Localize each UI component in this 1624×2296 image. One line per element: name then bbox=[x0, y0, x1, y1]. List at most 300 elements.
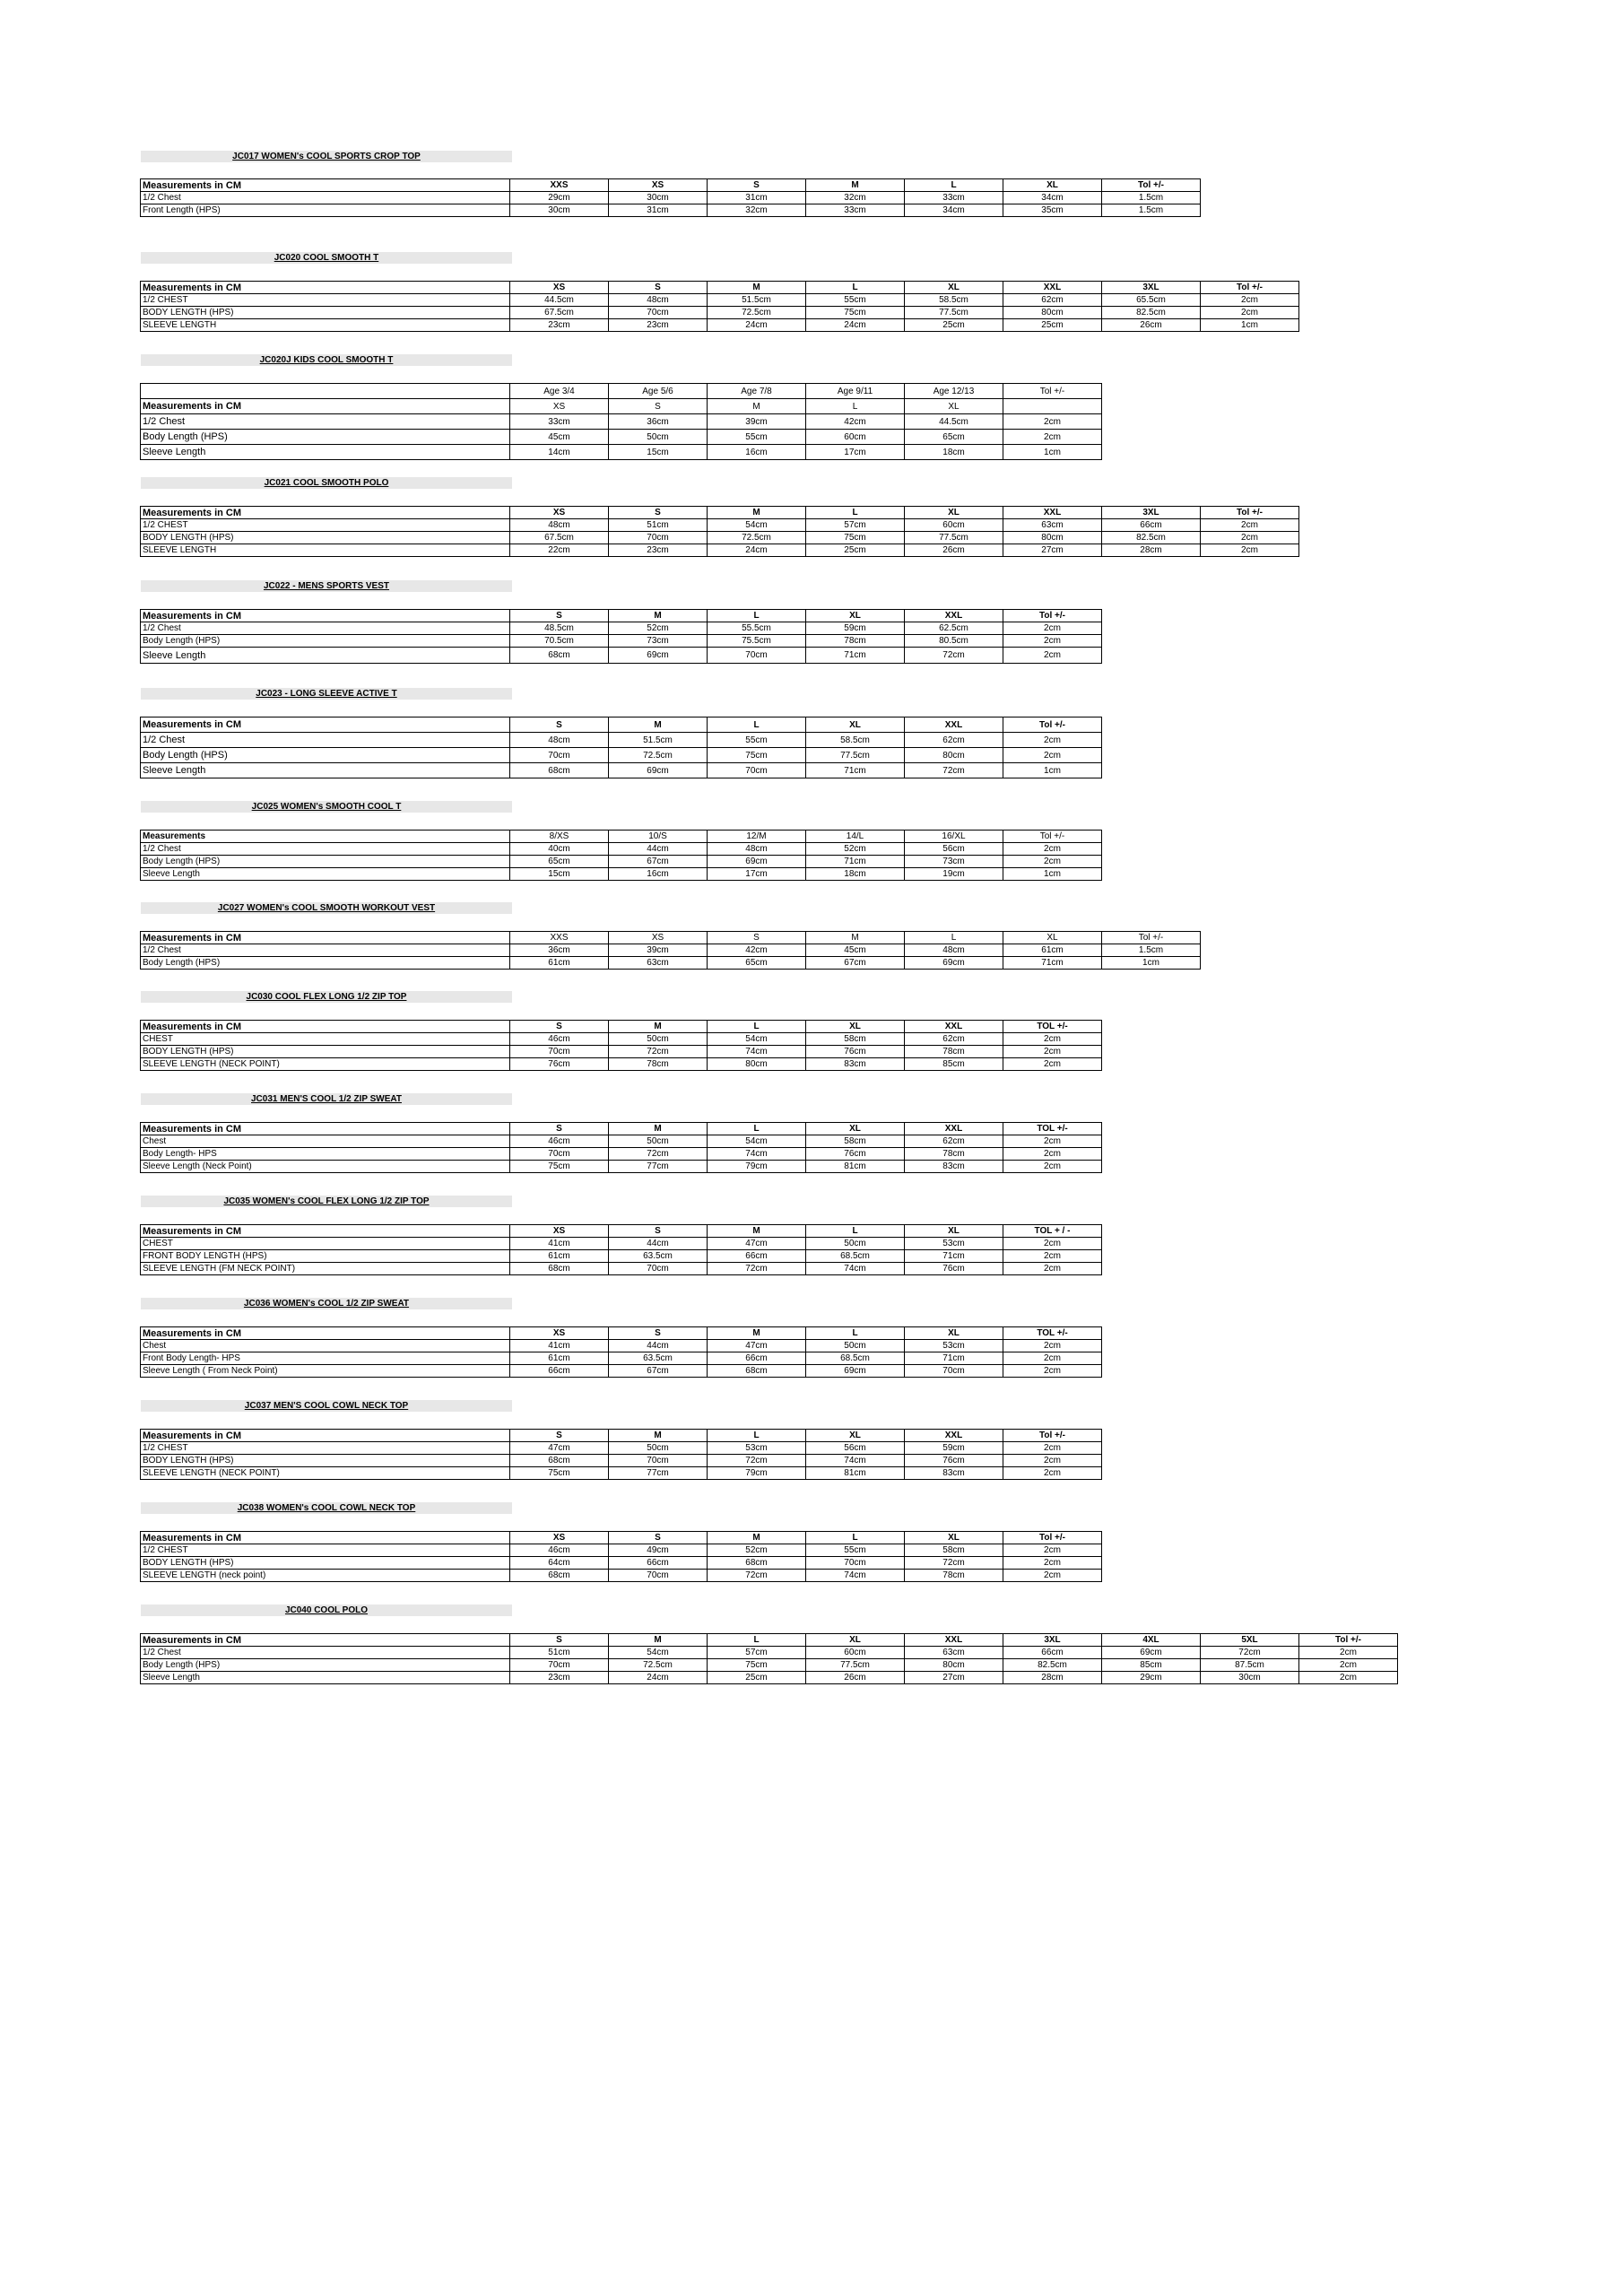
value-cell: 70cm bbox=[510, 748, 609, 763]
value-cell: Tol +/- bbox=[1003, 610, 1102, 622]
row-label-cell: Sleeve Length ( From Neck Point) bbox=[141, 1365, 510, 1378]
value-cell: 55cm bbox=[806, 294, 905, 307]
row-label-cell: Measurements in CM bbox=[141, 932, 510, 944]
row-label-cell: 1/2 CHEST bbox=[141, 294, 510, 307]
value-cell: 1.5cm bbox=[1102, 204, 1201, 217]
value-cell: 18cm bbox=[806, 868, 905, 881]
table-row bbox=[141, 1263, 1102, 1275]
row-label-cell: Sleeve Length bbox=[141, 1672, 510, 1684]
value-cell: 80cm bbox=[905, 1659, 1003, 1672]
value-cell: 70cm bbox=[510, 1046, 609, 1058]
value-cell: 17cm bbox=[708, 868, 806, 881]
value-cell: 69cm bbox=[905, 957, 1003, 970]
section-title-jc036: JC036 WOMEN's COOL 1/2 ZIP SWEAT bbox=[141, 1298, 512, 1309]
table-header-row bbox=[141, 1430, 1102, 1442]
table-row bbox=[141, 648, 1102, 664]
value-cell: 70cm bbox=[806, 1557, 905, 1570]
value-cell: XS bbox=[609, 932, 708, 944]
value-cell: 2cm bbox=[1003, 1135, 1102, 1148]
section-title-jc031: JC031 MEN'S COOL 1/2 ZIP SWEAT bbox=[141, 1093, 512, 1105]
row-label-cell: Measurements in CM bbox=[141, 282, 510, 294]
value-cell: 2cm bbox=[1003, 1365, 1102, 1378]
row-label-cell: SLEEVE LENGTH (FM NECK POINT) bbox=[141, 1263, 510, 1275]
value-cell: 80cm bbox=[1003, 307, 1102, 319]
value-cell: 25cm bbox=[806, 544, 905, 557]
row-label-cell: BODY LENGTH (HPS) bbox=[141, 307, 510, 319]
table-row bbox=[141, 957, 1201, 970]
table-row bbox=[141, 733, 1102, 748]
table-row bbox=[141, 294, 1299, 307]
value-cell: XL bbox=[905, 1225, 1003, 1238]
row-label-cell: Front Body Length- HPS bbox=[141, 1352, 510, 1365]
value-cell: 74cm bbox=[806, 1263, 905, 1275]
value-cell: 61cm bbox=[510, 957, 609, 970]
value-cell: XXL bbox=[905, 610, 1003, 622]
value-cell: 63.5cm bbox=[609, 1250, 708, 1263]
value-cell: 54cm bbox=[708, 1135, 806, 1148]
value-cell: 77.5cm bbox=[905, 307, 1003, 319]
row-label-cell: 1/2 Chest bbox=[141, 843, 510, 856]
value-cell: 78cm bbox=[905, 1570, 1003, 1582]
value-cell: 41cm bbox=[510, 1238, 609, 1250]
value-cell: 45cm bbox=[510, 430, 609, 445]
row-label-cell: BODY LENGTH (HPS) bbox=[141, 1455, 510, 1467]
row-label-cell: Body Length- HPS bbox=[141, 1148, 510, 1161]
value-cell: 55cm bbox=[708, 733, 806, 748]
row-label-cell: Measurements in CM bbox=[141, 1327, 510, 1340]
row-label-cell: BODY LENGTH (HPS) bbox=[141, 532, 510, 544]
row-label-cell: BODY LENGTH (HPS) bbox=[141, 1557, 510, 1570]
row-label-cell: Measurements in CM bbox=[141, 1225, 510, 1238]
value-cell: 67cm bbox=[609, 856, 708, 868]
table-row bbox=[141, 1672, 1398, 1684]
value-cell: XL bbox=[806, 1634, 905, 1647]
value-cell: 25cm bbox=[708, 1672, 806, 1684]
value-cell: 82.5cm bbox=[1102, 532, 1201, 544]
value-cell: 41cm bbox=[510, 1340, 609, 1352]
value-cell: 28cm bbox=[1102, 544, 1201, 557]
value-cell: 15cm bbox=[510, 868, 609, 881]
value-cell: 2cm bbox=[1003, 1148, 1102, 1161]
value-cell: 53cm bbox=[708, 1442, 806, 1455]
value-cell: XS bbox=[609, 179, 708, 192]
value-cell: 72cm bbox=[708, 1263, 806, 1275]
value-cell: 68cm bbox=[510, 1455, 609, 1467]
value-cell: Age 12/13 bbox=[905, 384, 1003, 399]
row-label-cell: 1/2 Chest bbox=[141, 944, 510, 957]
value-cell: 66cm bbox=[609, 1557, 708, 1570]
value-cell: 36cm bbox=[510, 944, 609, 957]
value-cell: 57cm bbox=[708, 1647, 806, 1659]
value-cell: L bbox=[708, 718, 806, 733]
value-cell: 65cm bbox=[905, 430, 1003, 445]
value-cell: 82.5cm bbox=[1003, 1659, 1102, 1672]
value-cell: Age 5/6 bbox=[609, 384, 708, 399]
value-cell: 56cm bbox=[806, 1442, 905, 1455]
value-cell: 85cm bbox=[1102, 1659, 1201, 1672]
value-cell: Tol +/- bbox=[1003, 1532, 1102, 1544]
value-cell: 2cm bbox=[1003, 414, 1102, 430]
row-label-cell: 1/2 CHEST bbox=[141, 1544, 510, 1557]
value-cell: XXL bbox=[905, 718, 1003, 733]
value-cell: 42cm bbox=[806, 414, 905, 430]
value-cell: 50cm bbox=[609, 1033, 708, 1046]
value-cell: 30cm bbox=[609, 192, 708, 204]
value-cell: 2cm bbox=[1003, 1455, 1102, 1467]
value-cell: 76cm bbox=[905, 1455, 1003, 1467]
value-cell: 4XL bbox=[1102, 1634, 1201, 1647]
row-label-cell: 1/2 CHEST bbox=[141, 1442, 510, 1455]
section-title-jc035: JC035 WOMEN's COOL FLEX LONG 1/2 ZIP TOP bbox=[141, 1196, 512, 1207]
value-cell: 2cm bbox=[1201, 519, 1299, 532]
value-cell: 14/L bbox=[806, 831, 905, 843]
value-cell: 2cm bbox=[1003, 430, 1102, 445]
size-table-jc020 bbox=[140, 281, 1299, 332]
value-cell: 70cm bbox=[708, 648, 806, 664]
value-cell: 47cm bbox=[708, 1238, 806, 1250]
value-cell: 79cm bbox=[708, 1161, 806, 1173]
value-cell: 54cm bbox=[708, 519, 806, 532]
value-cell: 51.5cm bbox=[609, 733, 708, 748]
value-cell: 50cm bbox=[609, 1442, 708, 1455]
value-cell: M bbox=[708, 1532, 806, 1544]
row-label-cell: Sleeve Length bbox=[141, 445, 510, 460]
value-cell: 69cm bbox=[1102, 1647, 1201, 1659]
value-cell: 2cm bbox=[1201, 532, 1299, 544]
value-cell: M bbox=[609, 1634, 708, 1647]
row-label-cell: 1/2 Chest bbox=[141, 192, 510, 204]
value-cell: 71cm bbox=[1003, 957, 1102, 970]
value-cell: 22cm bbox=[510, 544, 609, 557]
size-table-jc037 bbox=[140, 1429, 1102, 1480]
value-cell: 75cm bbox=[708, 1659, 806, 1672]
table-header-row bbox=[141, 610, 1102, 622]
value-cell: 2cm bbox=[1003, 733, 1102, 748]
value-cell: L bbox=[806, 399, 905, 414]
table-header-row bbox=[141, 507, 1299, 519]
row-label-cell: Body Length (HPS) bbox=[141, 748, 510, 763]
table-row bbox=[141, 430, 1102, 445]
value-cell: XXL bbox=[905, 1123, 1003, 1135]
value-cell: 31cm bbox=[708, 192, 806, 204]
value-cell: XXL bbox=[1003, 507, 1102, 519]
value-cell: 61cm bbox=[510, 1352, 609, 1365]
row-label-cell: Sleeve Length bbox=[141, 763, 510, 778]
row-label-cell: Body Length (HPS) bbox=[141, 1659, 510, 1672]
value-cell: 44.5cm bbox=[905, 414, 1003, 430]
value-cell: 64cm bbox=[510, 1557, 609, 1570]
row-label-cell: Measurements in CM bbox=[141, 1021, 510, 1033]
size-table-jc023 bbox=[140, 717, 1102, 778]
value-cell: 71cm bbox=[806, 856, 905, 868]
value-cell: XS bbox=[510, 1327, 609, 1340]
row-label-cell: Chest bbox=[141, 1340, 510, 1352]
value-cell: 23cm bbox=[609, 319, 708, 332]
value-cell: 87.5cm bbox=[1201, 1659, 1299, 1672]
row-label-cell: Front Length (HPS) bbox=[141, 204, 510, 217]
value-cell: 75cm bbox=[510, 1161, 609, 1173]
size-table-jc020j bbox=[140, 383, 1102, 460]
row-label-cell: 1/2 Chest bbox=[141, 733, 510, 748]
value-cell: 2cm bbox=[1003, 1557, 1102, 1570]
value-cell: 2cm bbox=[1201, 307, 1299, 319]
value-cell: 76cm bbox=[806, 1148, 905, 1161]
row-label-cell: Measurements in CM bbox=[141, 1123, 510, 1135]
value-cell: M bbox=[806, 179, 905, 192]
value-cell: 2cm bbox=[1299, 1659, 1398, 1672]
row-label-cell: 1/2 Chest bbox=[141, 414, 510, 430]
value-cell: M bbox=[806, 932, 905, 944]
value-cell: 46cm bbox=[510, 1135, 609, 1148]
value-cell: 58cm bbox=[806, 1033, 905, 1046]
size-table-jc027 bbox=[140, 931, 1201, 970]
table-header-row bbox=[141, 1123, 1102, 1135]
value-cell: L bbox=[708, 1123, 806, 1135]
section-title-jc025: JC025 WOMEN's SMOOTH COOL T bbox=[141, 801, 512, 813]
value-cell: Tol +/- bbox=[1201, 507, 1299, 519]
row-label-cell: Body Length (HPS) bbox=[141, 635, 510, 648]
value-cell: 16cm bbox=[609, 868, 708, 881]
value-cell: 74cm bbox=[708, 1148, 806, 1161]
value-cell: 66cm bbox=[1003, 1647, 1102, 1659]
value-cell: 26cm bbox=[905, 544, 1003, 557]
value-cell: XXL bbox=[905, 1634, 1003, 1647]
row-label-cell: FRONT BODY LENGTH (HPS) bbox=[141, 1250, 510, 1263]
value-cell: 65.5cm bbox=[1102, 294, 1201, 307]
value-cell: 46cm bbox=[510, 1033, 609, 1046]
value-cell: S bbox=[609, 282, 708, 294]
row-label-cell: SLEEVE LENGTH bbox=[141, 319, 510, 332]
value-cell: 62cm bbox=[905, 1135, 1003, 1148]
table-row bbox=[141, 1046, 1102, 1058]
value-cell: S bbox=[609, 399, 708, 414]
value-cell: XXL bbox=[905, 1430, 1003, 1442]
value-cell: 26cm bbox=[806, 1672, 905, 1684]
value-cell: 70cm bbox=[609, 532, 708, 544]
table-row bbox=[141, 868, 1102, 881]
value-cell: 54cm bbox=[609, 1647, 708, 1659]
row-label-cell: 1/2 CHEST bbox=[141, 519, 510, 532]
value-cell: 62.5cm bbox=[905, 622, 1003, 635]
value-cell: 81cm bbox=[806, 1161, 905, 1173]
value-cell: XXS bbox=[510, 179, 609, 192]
table-row bbox=[141, 1161, 1102, 1173]
size-table-jc022 bbox=[140, 609, 1102, 664]
value-cell: 24cm bbox=[708, 319, 806, 332]
value-cell: 2cm bbox=[1003, 748, 1102, 763]
value-cell: 30cm bbox=[510, 204, 609, 217]
value-cell: TOL + / - bbox=[1003, 1225, 1102, 1238]
value-cell: XL bbox=[806, 1021, 905, 1033]
value-cell: 72cm bbox=[905, 1557, 1003, 1570]
size-table-jc025 bbox=[140, 830, 1102, 881]
row-label-cell: SLEEVE LENGTH (NECK POINT) bbox=[141, 1467, 510, 1480]
value-cell: 52cm bbox=[708, 1544, 806, 1557]
table-row bbox=[141, 1544, 1102, 1557]
value-cell: XL bbox=[905, 1532, 1003, 1544]
value-cell: 72.5cm bbox=[708, 307, 806, 319]
value-cell: 2cm bbox=[1003, 1161, 1102, 1173]
row-label-cell: Measurements in CM bbox=[141, 507, 510, 519]
value-cell: 59cm bbox=[905, 1442, 1003, 1455]
section-title-jc020: JC020 COOL SMOOTH T bbox=[141, 252, 512, 264]
table-header-row bbox=[141, 1327, 1102, 1340]
table-header-row bbox=[141, 282, 1299, 294]
value-cell: 2cm bbox=[1003, 1058, 1102, 1071]
value-cell: 3XL bbox=[1003, 1634, 1102, 1647]
value-cell: L bbox=[708, 1021, 806, 1033]
value-cell: M bbox=[609, 610, 708, 622]
value-cell: 83cm bbox=[905, 1161, 1003, 1173]
value-cell: 70cm bbox=[609, 1570, 708, 1582]
value-cell: Tol +/- bbox=[1003, 384, 1102, 399]
value-cell: 44cm bbox=[609, 843, 708, 856]
table-row bbox=[141, 1365, 1102, 1378]
value-cell: 1cm bbox=[1003, 445, 1102, 460]
value-cell: 80cm bbox=[905, 748, 1003, 763]
row-label-cell: Chest bbox=[141, 1135, 510, 1148]
value-cell: 80cm bbox=[708, 1058, 806, 1071]
row-label-cell: SLEEVE LENGTH bbox=[141, 544, 510, 557]
value-cell: 39cm bbox=[609, 944, 708, 957]
value-cell: 1.5cm bbox=[1102, 944, 1201, 957]
value-cell: 32cm bbox=[806, 192, 905, 204]
table-row bbox=[141, 1033, 1102, 1046]
value-cell: 66cm bbox=[708, 1250, 806, 1263]
value-cell: 72.5cm bbox=[609, 1659, 708, 1672]
value-cell: M bbox=[609, 718, 708, 733]
value-cell: Age 7/8 bbox=[708, 384, 806, 399]
value-cell: 19cm bbox=[905, 868, 1003, 881]
value-cell: 34cm bbox=[1003, 192, 1102, 204]
value-cell: 77.5cm bbox=[806, 1659, 905, 1672]
value-cell: 24cm bbox=[806, 319, 905, 332]
value-cell: 65cm bbox=[708, 957, 806, 970]
value-cell: 51cm bbox=[510, 1647, 609, 1659]
table-header-row bbox=[141, 1532, 1102, 1544]
value-cell: 63cm bbox=[1003, 519, 1102, 532]
value-cell: 39cm bbox=[708, 414, 806, 430]
row-label-cell: 1/2 Chest bbox=[141, 1647, 510, 1659]
table-header-row bbox=[141, 932, 1201, 944]
value-cell: 2cm bbox=[1299, 1647, 1398, 1659]
value-cell: 72cm bbox=[905, 763, 1003, 778]
value-cell: 10/S bbox=[609, 831, 708, 843]
row-label-cell: Measurements in CM bbox=[141, 179, 510, 192]
table-row bbox=[141, 307, 1299, 319]
value-cell: 70cm bbox=[708, 763, 806, 778]
value-cell: 50cm bbox=[806, 1238, 905, 1250]
value-cell: 51cm bbox=[609, 519, 708, 532]
table-row bbox=[141, 944, 1201, 957]
value-cell: 8/XS bbox=[510, 831, 609, 843]
value-cell: 15cm bbox=[609, 445, 708, 460]
table-row bbox=[141, 414, 1102, 430]
value-cell: 68cm bbox=[708, 1365, 806, 1378]
value-cell: 72cm bbox=[609, 1148, 708, 1161]
value-cell: 80cm bbox=[1003, 532, 1102, 544]
value-cell: 71cm bbox=[806, 763, 905, 778]
value-cell: TOL +/- bbox=[1003, 1021, 1102, 1033]
value-cell: 48.5cm bbox=[510, 622, 609, 635]
value-cell: 72cm bbox=[609, 1046, 708, 1058]
size-table-jc031 bbox=[140, 1122, 1102, 1173]
value-cell: 72cm bbox=[708, 1455, 806, 1467]
value-cell: XL bbox=[905, 1327, 1003, 1340]
value-cell: Age 9/11 bbox=[806, 384, 905, 399]
value-cell: S bbox=[510, 1021, 609, 1033]
table-row bbox=[141, 763, 1102, 778]
value-cell: 81cm bbox=[806, 1467, 905, 1480]
value-cell: 44.5cm bbox=[510, 294, 609, 307]
value-cell: 2cm bbox=[1003, 1442, 1102, 1455]
section-title-jc023: JC023 - LONG SLEEVE ACTIVE T bbox=[141, 688, 512, 700]
value-cell: 58cm bbox=[905, 1544, 1003, 1557]
value-cell: M bbox=[609, 1021, 708, 1033]
value-cell: S bbox=[510, 1430, 609, 1442]
table-row bbox=[141, 1647, 1398, 1659]
value-cell: 16/XL bbox=[905, 831, 1003, 843]
value-cell: 2cm bbox=[1003, 1263, 1102, 1275]
size-table-jc038 bbox=[140, 1531, 1102, 1582]
value-cell: 70cm bbox=[609, 1455, 708, 1467]
value-cell: 1cm bbox=[1201, 319, 1299, 332]
row-label-cell: Measurements in CM bbox=[141, 610, 510, 622]
table-header-row bbox=[141, 831, 1102, 843]
value-cell: S bbox=[708, 179, 806, 192]
row-label-cell: Sleeve Length bbox=[141, 648, 510, 664]
value-cell: 77cm bbox=[609, 1161, 708, 1173]
value-cell: 2cm bbox=[1003, 1544, 1102, 1557]
value-cell: 78cm bbox=[806, 635, 905, 648]
table-row bbox=[141, 544, 1299, 557]
section-title-jc021: JC021 COOL SMOOTH POLO bbox=[141, 477, 512, 489]
value-cell: S bbox=[510, 718, 609, 733]
value-cell: 76cm bbox=[510, 1058, 609, 1071]
value-cell: L bbox=[708, 1634, 806, 1647]
row-label-cell: Measurements in CM bbox=[141, 1430, 510, 1442]
table-row bbox=[141, 1340, 1102, 1352]
value-cell: 2cm bbox=[1299, 1672, 1398, 1684]
value-cell: 17cm bbox=[806, 445, 905, 460]
value-cell: M bbox=[708, 1327, 806, 1340]
table-header-row bbox=[141, 179, 1201, 192]
value-cell: 58cm bbox=[806, 1135, 905, 1148]
table-row bbox=[141, 204, 1201, 217]
table-row bbox=[141, 319, 1299, 332]
value-cell: XL bbox=[905, 507, 1003, 519]
value-cell: 62cm bbox=[905, 733, 1003, 748]
table-row bbox=[141, 1442, 1102, 1455]
value-cell: 27cm bbox=[905, 1672, 1003, 1684]
table-header-row bbox=[141, 718, 1102, 733]
table-header-row bbox=[141, 1634, 1398, 1647]
value-cell: 46cm bbox=[510, 1544, 609, 1557]
value-cell: 67cm bbox=[806, 957, 905, 970]
value-cell: 68cm bbox=[708, 1557, 806, 1570]
table-row bbox=[141, 1238, 1102, 1250]
row-label-cell: CHEST bbox=[141, 1033, 510, 1046]
value-cell: 29cm bbox=[510, 192, 609, 204]
value-cell: 66cm bbox=[1102, 519, 1201, 532]
value-cell: 5XL bbox=[1201, 1634, 1299, 1647]
value-cell: 76cm bbox=[806, 1046, 905, 1058]
value-cell: 63.5cm bbox=[609, 1352, 708, 1365]
value-cell: S bbox=[510, 610, 609, 622]
value-cell: 55cm bbox=[806, 1544, 905, 1557]
table-row bbox=[141, 1058, 1102, 1071]
value-cell: Tol +/- bbox=[1003, 718, 1102, 733]
